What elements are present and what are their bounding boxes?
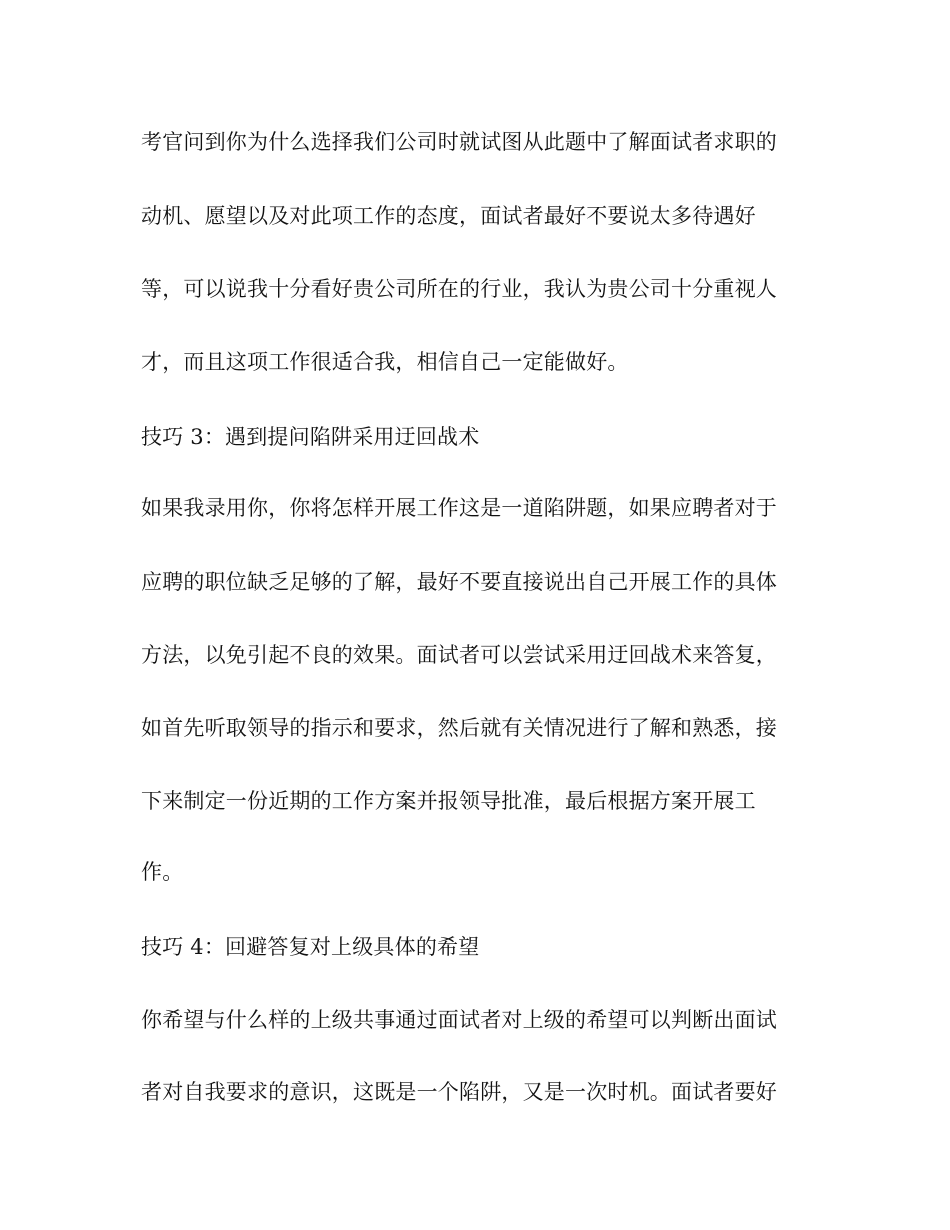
paragraph-line: 如果我录用你，你将怎样开展工作这是一道陷阱题，如果应聘者对于	[141, 496, 777, 520]
paragraph-line: 动机、愿望以及对此项工作的态度，面试者最好不要说太多待遇好	[141, 204, 756, 228]
paragraph-line: 者对自我要求的意识，这既是一个陷阱，又是一次时机。面试者要好	[141, 1080, 777, 1104]
paragraph-line: 等，可以说我十分看好贵公司所在的行业，我认为贵公司十分重视人	[141, 277, 777, 301]
paragraph-line: 你希望与什么样的上级共事通过面试者对上级的希望可以判断出面试	[141, 1008, 777, 1032]
section-heading: 技巧 4：回避答复对上级具体的希望	[141, 935, 480, 959]
paragraph-line: 考官问到你为什么选择我们公司时就试图从此题中了解面试者求职的	[141, 130, 777, 154]
paragraph-line: 下来制定一份近期的工作方案并报领导批准，最后根据方案开展工	[141, 789, 756, 813]
paragraph-line: 才，而且这项工作很适合我，相信自己一定能做好。	[141, 350, 629, 374]
paragraph-line: 方法，以免引起不良的效果。面试者可以尝试采用迂回战术来答复，	[141, 643, 777, 667]
paragraph-line: 应聘的职位缺乏足够的了解，最好不要直接说出自己开展工作的具体	[141, 570, 777, 594]
paragraph-line: 作。	[141, 860, 184, 884]
section-heading: 技巧 3：遇到提问陷阱采用迂回战术	[141, 425, 480, 449]
paragraph-line: 如首先听取领导的指示和要求，然后就有关情况进行了解和熟悉，接	[141, 716, 777, 740]
